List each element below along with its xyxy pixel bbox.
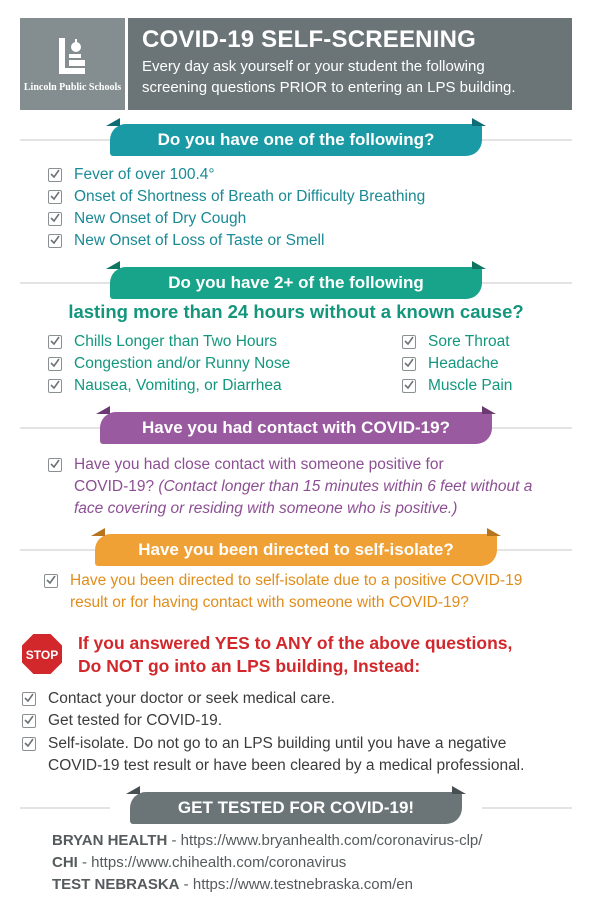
- tested-title: GET TESTED FOR COVID-19!: [177, 798, 415, 817]
- section1-banner-wrap: [20, 122, 572, 158]
- checkbox-icon: [48, 190, 62, 204]
- stop-warning: [78, 632, 512, 678]
- checkbox-icon: [48, 335, 62, 349]
- checkbox-icon: [22, 692, 36, 706]
- checkbox-icon: [402, 335, 416, 349]
- checkbox-icon: [44, 574, 58, 588]
- section2-banner-wrap: [20, 265, 572, 301]
- provider-name: BRYAN HEALTH: [52, 832, 168, 849]
- section2-subtitle: lasting more than 24 hours without a known cause?: [68, 301, 524, 322]
- provider-url[interactable]: - https://www.chihealth.com/coronavirus: [77, 854, 347, 871]
- checkbox-icon: [48, 458, 62, 472]
- section4-banner-wrap: [20, 532, 572, 568]
- section3-banner: [100, 412, 492, 444]
- checkbox-icon: [48, 379, 62, 393]
- testing-link-chi[interactable]: [52, 854, 346, 871]
- symptom-label: New Onset of Dry Cough: [74, 210, 247, 227]
- contact-question: [48, 454, 532, 520]
- divider: [20, 139, 110, 141]
- isolate-question-line2: result or for having contact with someone with COVID-19?: [70, 594, 469, 611]
- list-item: [48, 164, 215, 186]
- section2-title: Do you have 2+ of the following: [168, 273, 424, 292]
- isolate-question-line1: Have you been directed to self-isolate due to a positive COVID-19: [70, 572, 523, 589]
- stop-sign-text: STOP: [25, 648, 59, 662]
- list-item: [48, 375, 282, 397]
- contact-question-note: (Contact longer than 15 minutes within 6 feet without a: [158, 478, 533, 495]
- symptom-label: Congestion and/or Runny Nose: [74, 355, 291, 372]
- tested-banner: [130, 792, 462, 824]
- divider: [482, 807, 572, 809]
- checkbox-icon: [48, 212, 62, 226]
- symptom-label: Fever of over 100.4°: [74, 166, 215, 183]
- section3-banner-wrap: [20, 410, 572, 446]
- section2-banner: [110, 267, 482, 299]
- lps-logo: [20, 18, 128, 110]
- checkbox-icon: [48, 357, 62, 371]
- instruction-label: Get tested for COVID-19.: [48, 712, 223, 729]
- symptom-label: Nausea, Vomiting, or Diarrhea: [74, 377, 282, 394]
- provider-name: CHI: [52, 854, 78, 871]
- section3-title: Have you had contact with COVID-19?: [142, 418, 450, 437]
- list-item: [22, 710, 222, 732]
- stop-warning-line2: Do NOT go into an LPS building, Instead:: [78, 656, 421, 676]
- checkbox-icon: [402, 357, 416, 371]
- instruction-label: Self-isolate. Do not go to an LPS building until you have a negative: [48, 735, 507, 752]
- list-item: [22, 733, 524, 777]
- provider-url[interactable]: - https://www.bryanhealth.com/coronavirus-clp/: [167, 832, 483, 849]
- testing-link-test-nebraska[interactable]: [52, 876, 413, 893]
- divider: [482, 282, 572, 284]
- list-item: [402, 331, 510, 353]
- tested-banner-wrap: [20, 790, 572, 826]
- section1-title: Do you have one of the following?: [157, 130, 435, 149]
- list-item: [402, 375, 512, 397]
- header-subtitle-line1: Every day ask yourself or your student the following: [142, 58, 485, 75]
- section4-title: Have you been directed to self-isolate?: [138, 540, 454, 559]
- instruction-label-cont: COVID-19 test result or have been cleared by a medical professional.: [48, 757, 525, 774]
- list-item: [22, 688, 335, 710]
- symptom-label: Onset of Shortness of Breath or Difficulty Breathing: [74, 188, 426, 205]
- list-item: [48, 208, 246, 230]
- list-item: [402, 353, 499, 375]
- symptom-label: Muscle Pain: [428, 377, 513, 394]
- page-title: COVID-19 SELF-SCREENING: [142, 26, 476, 53]
- contact-question-note-cont: face covering or residing with someone who is positive.): [74, 500, 458, 517]
- checkbox-icon: [22, 737, 36, 751]
- testing-link-bryan[interactable]: [52, 832, 482, 849]
- divider: [482, 427, 572, 429]
- symptom-label: Sore Throat: [428, 333, 510, 350]
- divider: [20, 427, 110, 429]
- list-item: [48, 230, 324, 252]
- divider: [20, 807, 110, 809]
- checkbox-icon: [22, 714, 36, 728]
- divider: [482, 139, 572, 141]
- header-panel: [20, 18, 572, 110]
- instruction-label: Contact your doctor or seek medical care.: [48, 690, 335, 707]
- checkbox-icon: [48, 234, 62, 248]
- stop-sign-icon: [20, 632, 64, 676]
- section1-banner: [110, 124, 482, 156]
- header-subtitle-line2: screening questions PRIOR to entering an LPS building.: [142, 79, 516, 96]
- list-item: [48, 186, 425, 208]
- logo-text: Lincoln Public Schools: [23, 81, 122, 93]
- checkbox-icon: [48, 168, 62, 182]
- isolate-question: [44, 570, 522, 614]
- symptom-label: Headache: [428, 355, 499, 372]
- provider-url[interactable]: - https://www.testnebraska.com/en: [179, 876, 413, 893]
- apple-books-icon: [53, 36, 93, 76]
- provider-name: TEST NEBRASKA: [52, 876, 180, 893]
- section4-banner: [95, 534, 497, 566]
- list-item: [48, 331, 277, 353]
- list-item: [48, 353, 290, 375]
- divider: [20, 282, 110, 284]
- checkbox-icon: [402, 379, 416, 393]
- symptom-label: Chills Longer than Two Hours: [74, 333, 278, 350]
- contact-question-line1: Have you had close contact with someone positive for: [74, 456, 444, 473]
- symptom-label: New Onset of Loss of Taste or Smell: [74, 232, 325, 249]
- stop-warning-line1: If you answered YES to ANY of the above questions,: [78, 633, 513, 653]
- contact-question-prefix: COVID-19?: [74, 478, 159, 495]
